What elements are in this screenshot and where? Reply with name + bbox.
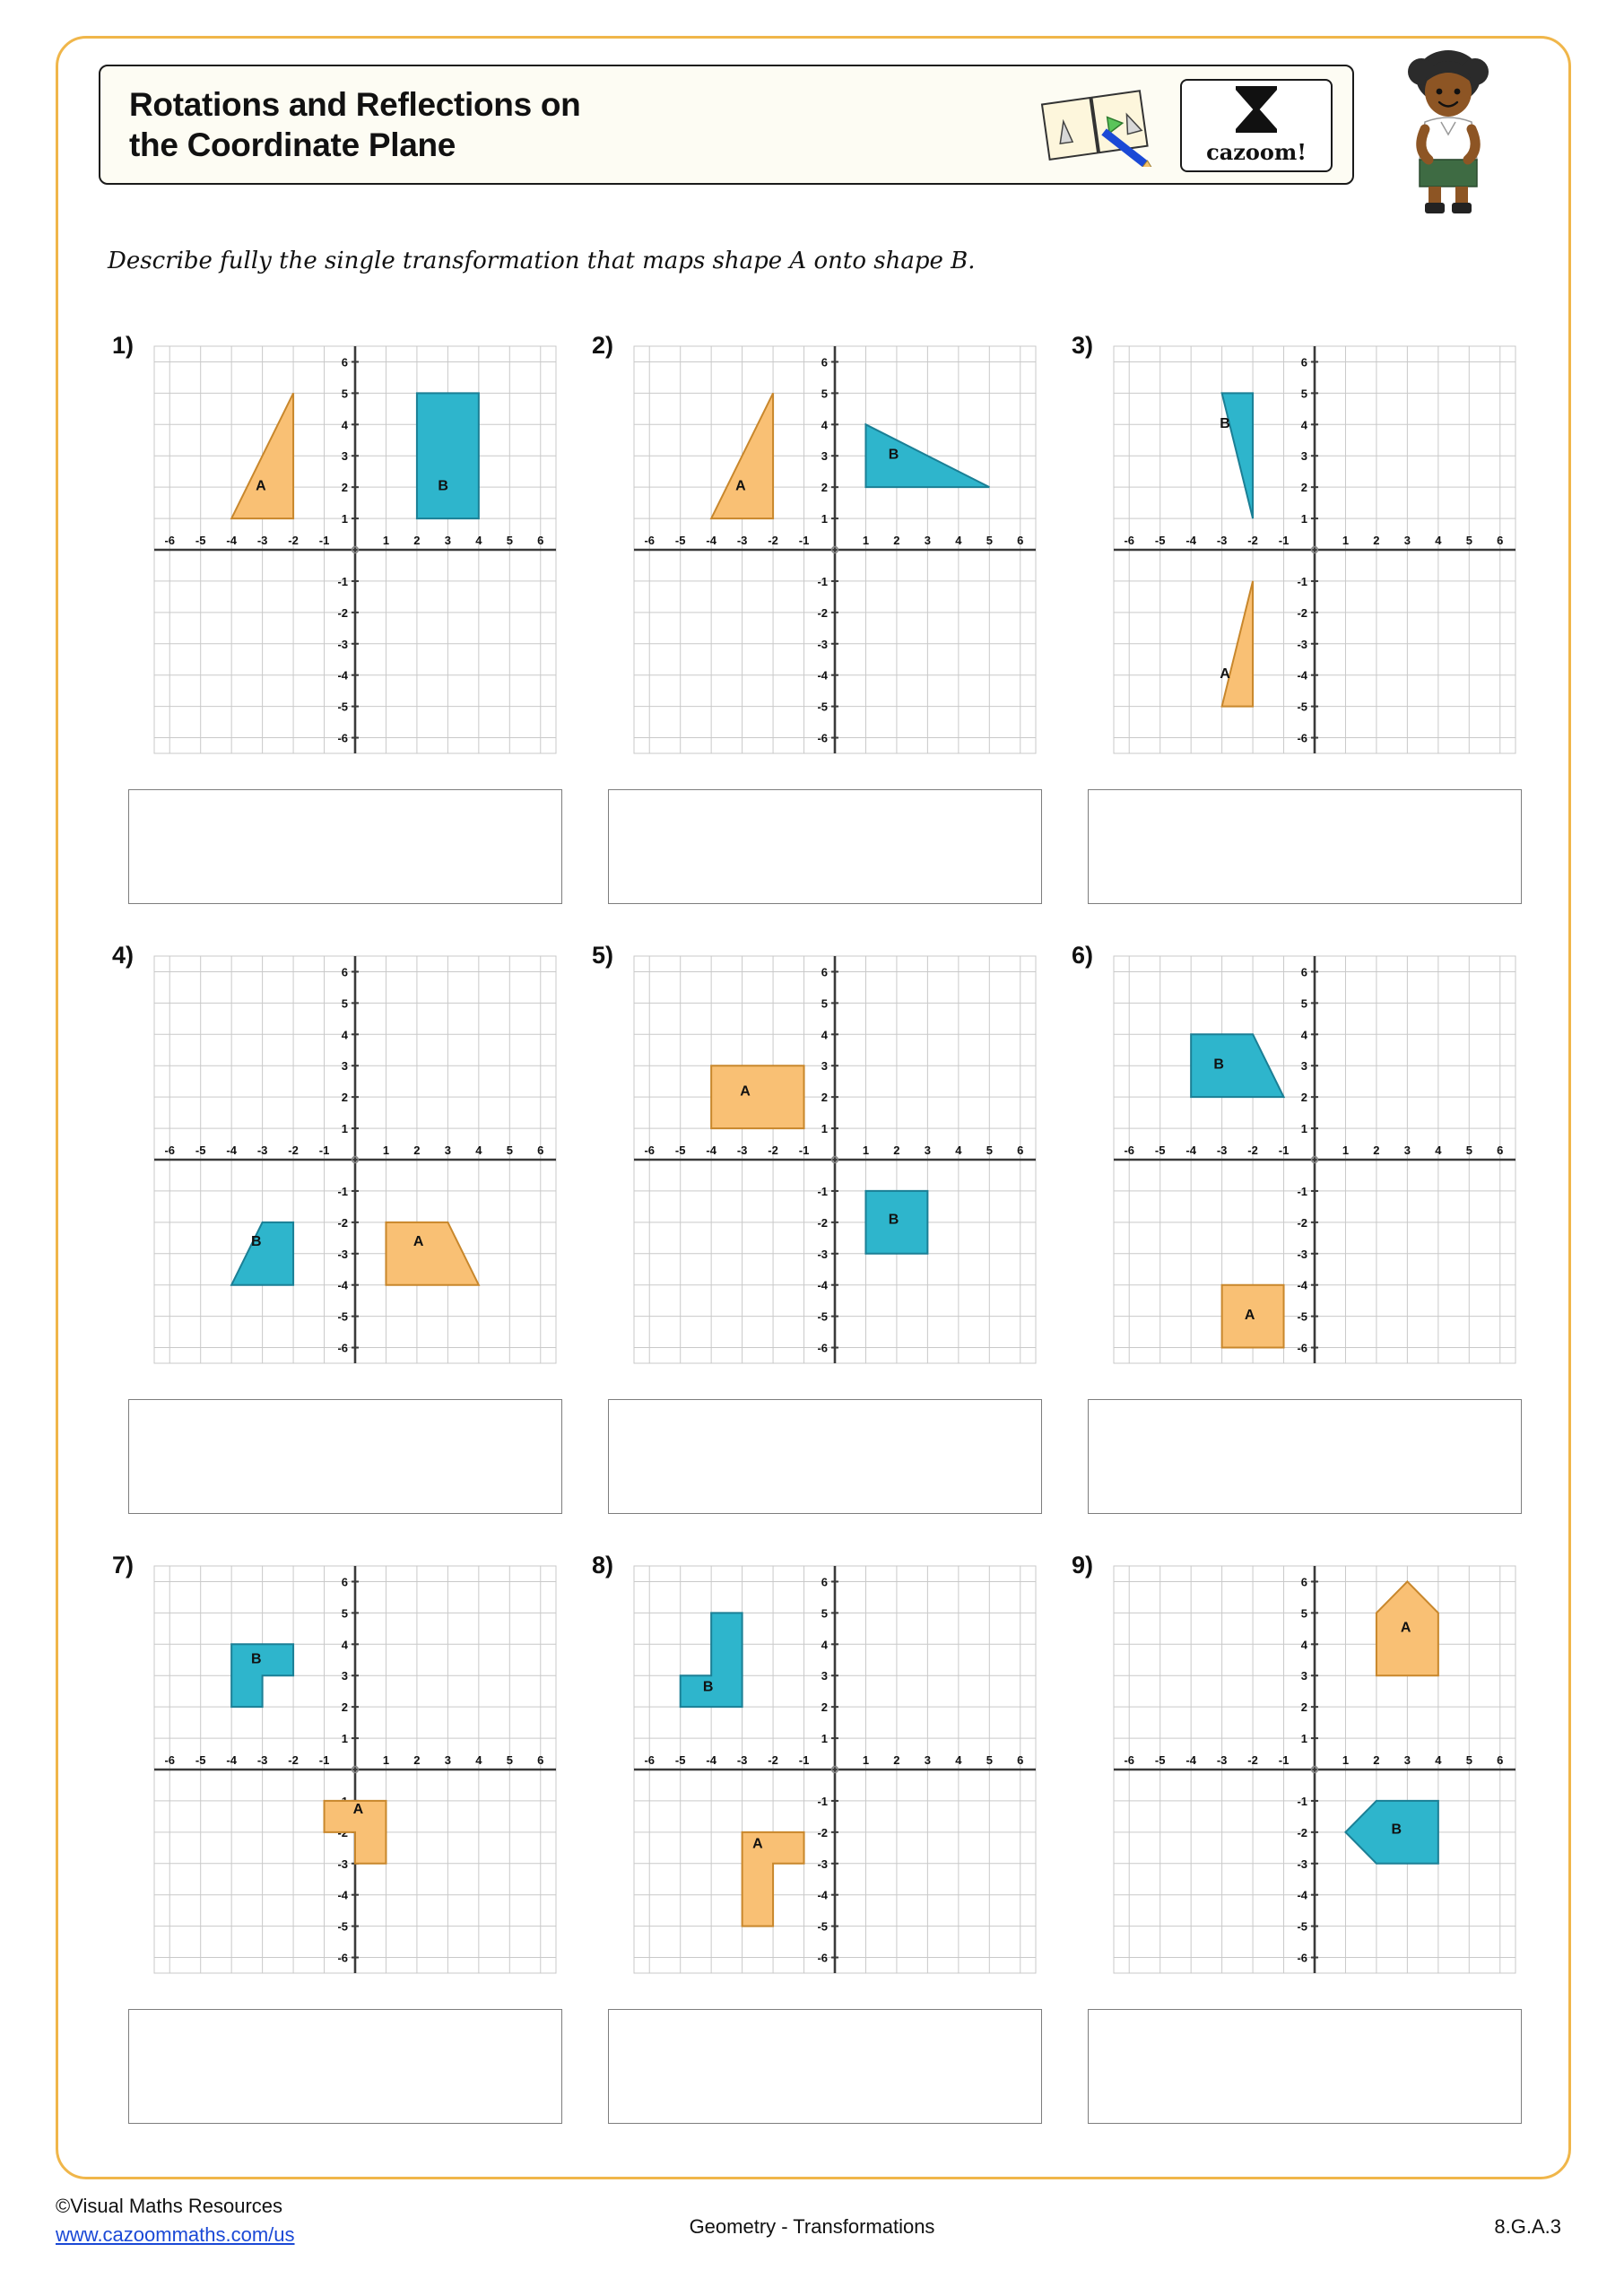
shape-label: A <box>740 1083 751 1100</box>
svg-text:-4: -4 <box>1185 1753 1196 1767</box>
shape-label: B <box>1391 1822 1403 1838</box>
svg-text:5: 5 <box>341 387 348 401</box>
svg-text:-2: -2 <box>288 1144 299 1157</box>
svg-text:3: 3 <box>1403 1753 1411 1767</box>
footer-topic: Geometry - Transformations <box>689 2215 935 2238</box>
svg-text:-3: -3 <box>337 1857 348 1871</box>
shape-label: A <box>735 478 746 494</box>
answer-box-8[interactable] <box>608 2009 1042 2124</box>
svg-text:-5: -5 <box>817 1919 828 1934</box>
website-link[interactable]: www.cazoommaths.com/us <box>56 2222 295 2246</box>
svg-text:6: 6 <box>1017 1753 1024 1767</box>
svg-text:5: 5 <box>1300 996 1307 1011</box>
svg-text:-1: -1 <box>1297 1184 1307 1198</box>
svg-text:-6: -6 <box>1124 1753 1135 1767</box>
svg-text:1: 1 <box>1342 534 1350 547</box>
svg-text:2: 2 <box>1373 534 1380 547</box>
svg-text:-4: -4 <box>817 1888 828 1902</box>
svg-text:-3: -3 <box>817 1857 828 1871</box>
svg-text:-1: -1 <box>817 1184 828 1198</box>
svg-text:1: 1 <box>862 534 870 547</box>
svg-text:-1: -1 <box>1278 1144 1290 1157</box>
svg-text:4: 4 <box>955 534 962 547</box>
answer-box-7[interactable] <box>128 2009 562 2124</box>
svg-text:-6: -6 <box>337 1951 348 1965</box>
shape-label: A <box>413 1234 424 1250</box>
shape-A <box>743 1832 804 1926</box>
svg-text:-2: -2 <box>337 605 348 620</box>
svg-text:-1: -1 <box>318 1753 330 1767</box>
shape-B <box>231 1644 293 1707</box>
svg-text:4: 4 <box>475 1144 482 1157</box>
svg-text:6: 6 <box>1300 1575 1307 1589</box>
svg-text:3: 3 <box>821 1059 828 1074</box>
svg-text:2: 2 <box>1300 1700 1307 1715</box>
svg-text:3: 3 <box>1300 1059 1307 1074</box>
svg-text:-3: -3 <box>256 1753 268 1767</box>
svg-text:-6: -6 <box>644 1144 656 1157</box>
svg-text:-6: -6 <box>337 731 348 745</box>
svg-text:5: 5 <box>506 1753 513 1767</box>
svg-text:6: 6 <box>1300 355 1307 370</box>
svg-text:1: 1 <box>341 1122 348 1136</box>
svg-text:2: 2 <box>1300 481 1307 495</box>
answer-box-5[interactable] <box>608 1399 1042 1514</box>
svg-text:-6: -6 <box>1297 1341 1307 1355</box>
svg-text:-2: -2 <box>817 605 828 620</box>
svg-text:5: 5 <box>506 534 513 547</box>
svg-text:4: 4 <box>341 418 348 432</box>
svg-text:-6: -6 <box>1297 1951 1307 1965</box>
svg-text:-4: -4 <box>817 1278 828 1292</box>
svg-text:-5: -5 <box>817 700 828 714</box>
shape-label: B <box>1213 1057 1224 1073</box>
svg-text:5: 5 <box>821 1606 828 1621</box>
coordinate-plane <box>135 339 565 761</box>
svg-text:-3: -3 <box>337 1247 348 1261</box>
svg-text:-5: -5 <box>337 1309 348 1324</box>
svg-text:-5: -5 <box>337 700 348 714</box>
svg-text:3: 3 <box>924 534 932 547</box>
svg-text:6: 6 <box>1017 534 1024 547</box>
svg-text:2: 2 <box>341 1091 348 1105</box>
svg-text:-3: -3 <box>817 1247 828 1261</box>
svg-text:-2: -2 <box>768 1753 778 1767</box>
svg-text:-4: -4 <box>706 534 716 547</box>
svg-text:-1: -1 <box>817 1794 828 1808</box>
shape-label: B <box>1220 415 1230 431</box>
svg-text:1: 1 <box>1342 1144 1350 1157</box>
svg-text:3: 3 <box>821 1669 828 1683</box>
svg-text:5: 5 <box>1300 1606 1307 1621</box>
svg-text:4: 4 <box>1300 1638 1307 1652</box>
svg-text:-4: -4 <box>1297 1278 1307 1292</box>
question-number: 5) <box>592 942 614 969</box>
svg-text:2: 2 <box>341 481 348 495</box>
svg-text:1: 1 <box>821 512 828 526</box>
shape-label: A <box>256 478 266 494</box>
svg-text:6: 6 <box>537 534 544 547</box>
svg-text:3: 3 <box>341 1059 348 1074</box>
svg-text:-3: -3 <box>1297 1247 1307 1261</box>
svg-text:1: 1 <box>341 512 348 526</box>
svg-text:-6: -6 <box>164 534 176 547</box>
svg-text:6: 6 <box>1300 965 1307 979</box>
page-title-line2: the Coordinate Plane <box>129 126 456 164</box>
shape-label: A <box>752 1836 763 1852</box>
answer-box-4[interactable] <box>128 1399 562 1514</box>
svg-text:5: 5 <box>821 996 828 1011</box>
svg-text:-1: -1 <box>1278 1753 1290 1767</box>
svg-text:4: 4 <box>1300 1028 1307 1042</box>
svg-text:-6: -6 <box>817 1951 828 1965</box>
page-title-line1: Rotations and Reflections on <box>129 86 581 123</box>
question-number: 6) <box>1072 942 1094 969</box>
svg-text:-1: -1 <box>1297 1794 1307 1808</box>
svg-text:-6: -6 <box>164 1144 176 1157</box>
svg-text:5: 5 <box>341 1606 348 1621</box>
svg-text:3: 3 <box>341 1669 348 1683</box>
shape-label: B <box>888 447 899 463</box>
svg-text:-1: -1 <box>1297 574 1307 588</box>
question-number: 1) <box>112 332 135 359</box>
instruction-text: Describe fully the single transformation that maps shape A onto shape B. <box>108 248 976 274</box>
svg-text:4: 4 <box>821 1638 828 1652</box>
svg-text:1: 1 <box>821 1122 828 1136</box>
svg-text:5: 5 <box>1300 387 1307 401</box>
svg-text:-3: -3 <box>736 1753 748 1767</box>
svg-text:4: 4 <box>955 1753 962 1767</box>
svg-text:-5: -5 <box>674 534 686 547</box>
svg-text:-6: -6 <box>337 1341 348 1355</box>
svg-text:4: 4 <box>1300 418 1307 432</box>
header-banner <box>99 65 1354 185</box>
svg-text:1: 1 <box>862 1144 870 1157</box>
svg-text:-6: -6 <box>1124 1144 1135 1157</box>
shape-label: A <box>1220 666 1230 683</box>
svg-text:3: 3 <box>1300 449 1307 464</box>
svg-text:6: 6 <box>821 965 828 979</box>
svg-text:5: 5 <box>986 1144 993 1157</box>
footer-standard: 8.G.A.3 <box>1494 2215 1561 2238</box>
answer-box-9[interactable] <box>1088 2009 1522 2124</box>
coordinate-plane <box>135 1559 565 1980</box>
svg-text:-2: -2 <box>288 534 299 547</box>
svg-text:2: 2 <box>893 1753 900 1767</box>
svg-text:3: 3 <box>444 534 452 547</box>
svg-text:-2: -2 <box>768 1144 778 1157</box>
svg-text:-5: -5 <box>1154 1144 1166 1157</box>
svg-text:6: 6 <box>341 355 348 370</box>
svg-text:5: 5 <box>1465 1144 1472 1157</box>
svg-text:-3: -3 <box>1297 637 1307 651</box>
svg-text:4: 4 <box>1435 534 1442 547</box>
svg-text:-5: -5 <box>1297 1919 1307 1934</box>
notebook-pencil-icon <box>1038 86 1159 167</box>
svg-text:2: 2 <box>413 1753 421 1767</box>
svg-text:3: 3 <box>1403 534 1411 547</box>
svg-text:4: 4 <box>475 534 482 547</box>
svg-text:-1: -1 <box>798 534 810 547</box>
svg-text:-6: -6 <box>1124 534 1135 547</box>
svg-text:3: 3 <box>1300 1669 1307 1683</box>
svg-text:5: 5 <box>986 534 993 547</box>
svg-text:-4: -4 <box>226 1753 237 1767</box>
shape-label: B <box>250 1651 262 1667</box>
svg-text:-5: -5 <box>195 1753 206 1767</box>
shape-B <box>417 393 479 518</box>
svg-text:-1: -1 <box>318 534 330 547</box>
svg-text:1: 1 <box>821 1732 828 1746</box>
svg-text:4: 4 <box>475 1753 482 1767</box>
svg-text:-3: -3 <box>1297 1857 1307 1871</box>
svg-text:2: 2 <box>413 1144 421 1157</box>
svg-text:1: 1 <box>341 1732 348 1746</box>
svg-text:-2: -2 <box>1247 534 1258 547</box>
svg-text:6: 6 <box>341 965 348 979</box>
svg-text:3: 3 <box>1403 1144 1411 1157</box>
svg-text:-3: -3 <box>1216 1144 1228 1157</box>
svg-text:4: 4 <box>955 1144 962 1157</box>
svg-text:-6: -6 <box>817 731 828 745</box>
coordinate-plane <box>1094 339 1524 761</box>
svg-text:-5: -5 <box>674 1753 686 1767</box>
svg-text:-3: -3 <box>736 534 748 547</box>
svg-text:-5: -5 <box>195 1144 206 1157</box>
svg-text:-3: -3 <box>337 637 348 651</box>
svg-text:-4: -4 <box>1185 1144 1196 1157</box>
coordinate-plane <box>1094 1559 1524 1980</box>
svg-text:1: 1 <box>1342 1753 1350 1767</box>
svg-text:-3: -3 <box>1216 534 1228 547</box>
svg-text:1: 1 <box>382 1753 390 1767</box>
svg-text:-1: -1 <box>798 1144 810 1157</box>
cazoom-logo <box>1180 79 1333 172</box>
svg-text:2: 2 <box>341 1700 348 1715</box>
svg-text:-3: -3 <box>256 534 268 547</box>
coordinate-plane <box>1094 949 1524 1370</box>
answer-box-6[interactable] <box>1088 1399 1522 1514</box>
svg-text:4: 4 <box>341 1638 348 1652</box>
svg-text:-4: -4 <box>226 1144 237 1157</box>
svg-text:-1: -1 <box>1278 534 1290 547</box>
svg-text:3: 3 <box>924 1144 932 1157</box>
svg-text:-2: -2 <box>1297 605 1307 620</box>
svg-text:-3: -3 <box>256 1144 268 1157</box>
svg-text:5: 5 <box>341 996 348 1011</box>
svg-text:2: 2 <box>1373 1753 1380 1767</box>
svg-text:-1: -1 <box>337 574 348 588</box>
svg-text:4: 4 <box>821 418 828 432</box>
shape-label: B <box>250 1234 262 1250</box>
svg-text:2: 2 <box>413 534 421 547</box>
svg-text:6: 6 <box>1497 1144 1504 1157</box>
svg-text:1: 1 <box>382 534 390 547</box>
svg-text:3: 3 <box>924 1753 932 1767</box>
svg-text:6: 6 <box>1497 1753 1504 1767</box>
question-number: 3) <box>1072 332 1094 359</box>
question-number: 7) <box>112 1552 135 1578</box>
svg-text:6: 6 <box>537 1144 544 1157</box>
answer-box-3[interactable] <box>1088 789 1522 904</box>
svg-text:-5: -5 <box>1297 700 1307 714</box>
copyright-text: ©Visual Maths Resources <box>56 2195 283 2217</box>
svg-text:-5: -5 <box>817 1309 828 1324</box>
svg-text:-3: -3 <box>1216 1753 1228 1767</box>
svg-text:-2: -2 <box>1297 1825 1307 1839</box>
coordinate-plane <box>614 339 1045 761</box>
shape-label: B <box>702 1679 714 1695</box>
svg-text:5: 5 <box>986 1753 993 1767</box>
svg-text:-2: -2 <box>768 534 778 547</box>
answer-box-2[interactable] <box>608 789 1042 904</box>
page-footer <box>0 2192 1624 2255</box>
shape-A <box>711 1065 803 1128</box>
svg-text:-3: -3 <box>817 637 828 651</box>
hourglass-icon <box>1236 86 1277 133</box>
svg-text:-4: -4 <box>337 1278 348 1292</box>
svg-text:5: 5 <box>821 387 828 401</box>
svg-text:-5: -5 <box>1297 1309 1307 1324</box>
svg-text:-3: -3 <box>736 1144 748 1157</box>
answer-box-1[interactable] <box>128 789 562 904</box>
svg-text:-4: -4 <box>1185 534 1196 547</box>
shape-label: A <box>1400 1620 1411 1636</box>
svg-text:6: 6 <box>537 1753 544 1767</box>
svg-text:-2: -2 <box>1247 1753 1258 1767</box>
svg-text:6: 6 <box>341 1575 348 1589</box>
coordinate-plane <box>614 949 1045 1370</box>
svg-text:6: 6 <box>1497 534 1504 547</box>
svg-text:-4: -4 <box>337 668 348 683</box>
svg-text:6: 6 <box>821 1575 828 1589</box>
svg-text:-4: -4 <box>1297 668 1307 683</box>
svg-text:6: 6 <box>821 355 828 370</box>
svg-text:2: 2 <box>821 1091 828 1105</box>
svg-text:-5: -5 <box>674 1144 686 1157</box>
question-number: 8) <box>592 1552 614 1578</box>
svg-text:-4: -4 <box>706 1144 716 1157</box>
svg-text:-5: -5 <box>1154 534 1166 547</box>
svg-text:4: 4 <box>1435 1753 1442 1767</box>
svg-text:-6: -6 <box>1297 731 1307 745</box>
svg-text:2: 2 <box>893 534 900 547</box>
shape-label: A <box>1244 1308 1255 1324</box>
svg-text:-2: -2 <box>817 1215 828 1230</box>
svg-text:-6: -6 <box>644 1753 656 1767</box>
svg-text:4: 4 <box>1435 1144 1442 1157</box>
svg-text:2: 2 <box>893 1144 900 1157</box>
svg-text:-2: -2 <box>817 1825 828 1839</box>
shape-label: A <box>352 1801 364 1817</box>
student-character-icon <box>1385 47 1511 217</box>
svg-text:2: 2 <box>821 481 828 495</box>
svg-text:1: 1 <box>1300 512 1307 526</box>
svg-text:3: 3 <box>444 1144 452 1157</box>
svg-text:1: 1 <box>1300 1732 1307 1746</box>
svg-text:1: 1 <box>1300 1122 1307 1136</box>
svg-text:-2: -2 <box>1297 1215 1307 1230</box>
svg-text:4: 4 <box>341 1028 348 1042</box>
svg-text:-4: -4 <box>817 668 828 683</box>
svg-text:-2: -2 <box>1247 1144 1258 1157</box>
svg-text:-2: -2 <box>288 1753 299 1767</box>
svg-text:-6: -6 <box>817 1341 828 1355</box>
svg-text:3: 3 <box>821 449 828 464</box>
svg-text:-4: -4 <box>226 534 237 547</box>
svg-text:-6: -6 <box>164 1753 176 1767</box>
svg-text:-4: -4 <box>706 1753 716 1767</box>
svg-text:-2: -2 <box>337 1215 348 1230</box>
svg-text:-6: -6 <box>644 534 656 547</box>
svg-text:1: 1 <box>382 1144 390 1157</box>
svg-text:-5: -5 <box>337 1919 348 1934</box>
svg-text:-4: -4 <box>337 1888 348 1902</box>
question-number: 2) <box>592 332 614 359</box>
page-title <box>129 84 580 165</box>
svg-text:3: 3 <box>341 449 348 464</box>
coordinate-plane <box>614 1559 1045 1980</box>
svg-text:5: 5 <box>1465 534 1472 547</box>
svg-text:2: 2 <box>821 1700 828 1715</box>
question-number: 9) <box>1072 1552 1094 1578</box>
svg-text:4: 4 <box>821 1028 828 1042</box>
svg-text:-1: -1 <box>337 1184 348 1198</box>
svg-text:-1: -1 <box>817 574 828 588</box>
svg-text:6: 6 <box>1017 1144 1024 1157</box>
coordinate-plane <box>135 949 565 1370</box>
svg-text:5: 5 <box>506 1144 513 1157</box>
svg-text:3: 3 <box>444 1753 452 1767</box>
svg-text:1: 1 <box>862 1753 870 1767</box>
logo-text: cazoom! <box>1206 139 1307 165</box>
svg-text:-5: -5 <box>195 534 206 547</box>
question-number: 4) <box>112 942 135 969</box>
svg-text:-4: -4 <box>1297 1888 1307 1902</box>
svg-text:-1: -1 <box>798 1753 810 1767</box>
svg-text:2: 2 <box>1373 1144 1380 1157</box>
shape-label: B <box>888 1212 899 1228</box>
svg-text:2: 2 <box>1300 1091 1307 1105</box>
svg-text:-5: -5 <box>1154 1753 1166 1767</box>
svg-text:5: 5 <box>1465 1753 1472 1767</box>
shape-label: B <box>438 478 448 494</box>
svg-text:-1: -1 <box>318 1144 330 1157</box>
